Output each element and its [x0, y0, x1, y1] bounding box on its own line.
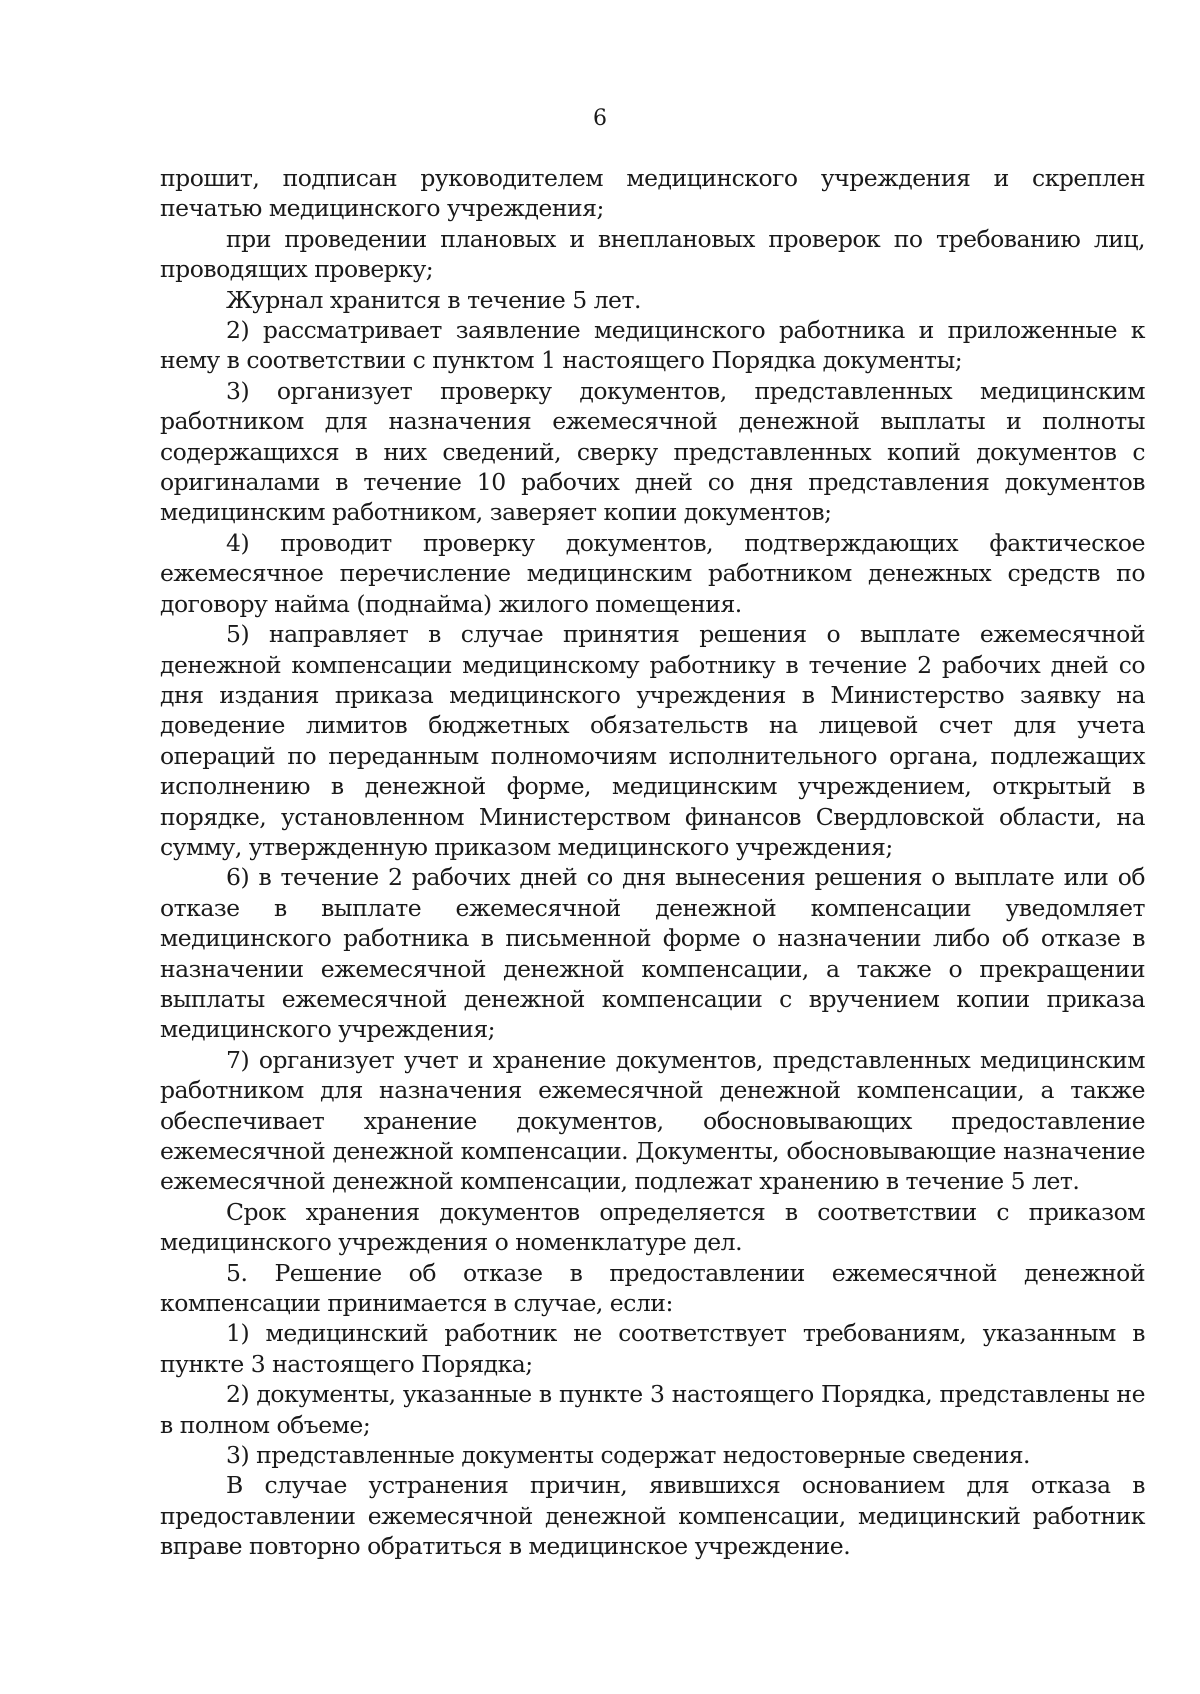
paragraph: 4) проводит проверку документов, подтверждающих фактическое ежемесячное перечисление медицинским работником денежных средств по договору найма (поднайма) жилого помещения.: [160, 528, 1145, 618]
paragraph: 5) направляет в случае принятия решения о выплате ежемесячной денежной компенсации медицинскому работнику в течение 2 рабочих дней со дня издания приказа медицинского учреждения в Министерство заявку на доведение лимитов бюджетных обязательств на лицевой счет для учета операций по переданным полномочиям исполнительного органа, подлежащих исполнению в денежной форме, медицинским учреждением, открытый в порядке, установленном Министерством финансов Свердловской области, на сумму, утвержденную приказом медицинского учреждения;: [160, 620, 1145, 861]
paragraph: 3) представленные документы содержат недостоверные сведения.: [226, 1441, 1031, 1470]
paragraph: 3) организует проверку документов, представленных медицинским работником для назначения ежемесячной денежной выплаты и полноты содержащихся в них сведений, сверку представленных копий документов с оригиналами в течение 10 рабочих дней со дня представления документов медицинским работником, заверяет копии документов;: [160, 376, 1145, 527]
paragraph: Срок хранения документов определяется в соответствии с приказом медицинского учреждения о номенклатуре дел.: [160, 1197, 1145, 1257]
page-number: 6: [593, 106, 607, 131]
paragraph: Журнал хранится в течение 5 лет.: [226, 285, 641, 314]
paragraph: 2) документы, указанные в пункте 3 настоящего Порядка, представлены не в полном объеме;: [160, 1380, 1145, 1439]
paragraph: 1) медицинский работник не соответствует требованиям, указанным в пункте 3 настоящего Порядка;: [160, 1319, 1145, 1378]
paragraph: 2) рассматривает заявление медицинского работника и приложенные к нему в соответствии с пунктом 1 настоящего Порядка документы;: [160, 316, 1145, 375]
paragraph: 7) организует учет и хранение документов, представленных медицинским работником для назначения ежемесячной денежной компенсации, а также обеспечивает хранение документов, обосновывающих предоставление ежемесячной денежной компенсации. Документы, обосновывающие назначение ежемесячной денежной компенсации, подлежат хранению в течение 5 лет.: [160, 1045, 1145, 1196]
document-body: [160, 163, 1145, 1562]
paragraph: 5. Решение об отказе в предоставлении ежемесячной денежной компенсации принимается в случае, если:: [160, 1258, 1145, 1318]
paragraph: прошит, подписан руководителем медицинского учреждения и скреплен печатью медицинского учреждения;: [160, 164, 1145, 223]
paragraph: 6) в течение 2 рабочих дней со дня вынесения решения о выплате или об отказе в выплате ежемесячной денежной компенсации уведомляет медицинского работника в письменной форме о назначении либо об отказе в назначении ежемесячной денежной компенсации, а также о прекращении выплаты ежемесячной денежной компенсации с вручением копии приказа медицинского учреждения;: [160, 863, 1145, 1044]
paragraph: при проведении плановых и внеплановых проверок по требованию лиц, проводящих проверку;: [160, 224, 1145, 284]
paragraph: В случае устранения причин, явившихся основанием для отказа в предоставлении ежемесячной денежной компенсации, медицинский работник вправе повторно обратиться в медицинское учреждение.: [160, 1471, 1145, 1561]
